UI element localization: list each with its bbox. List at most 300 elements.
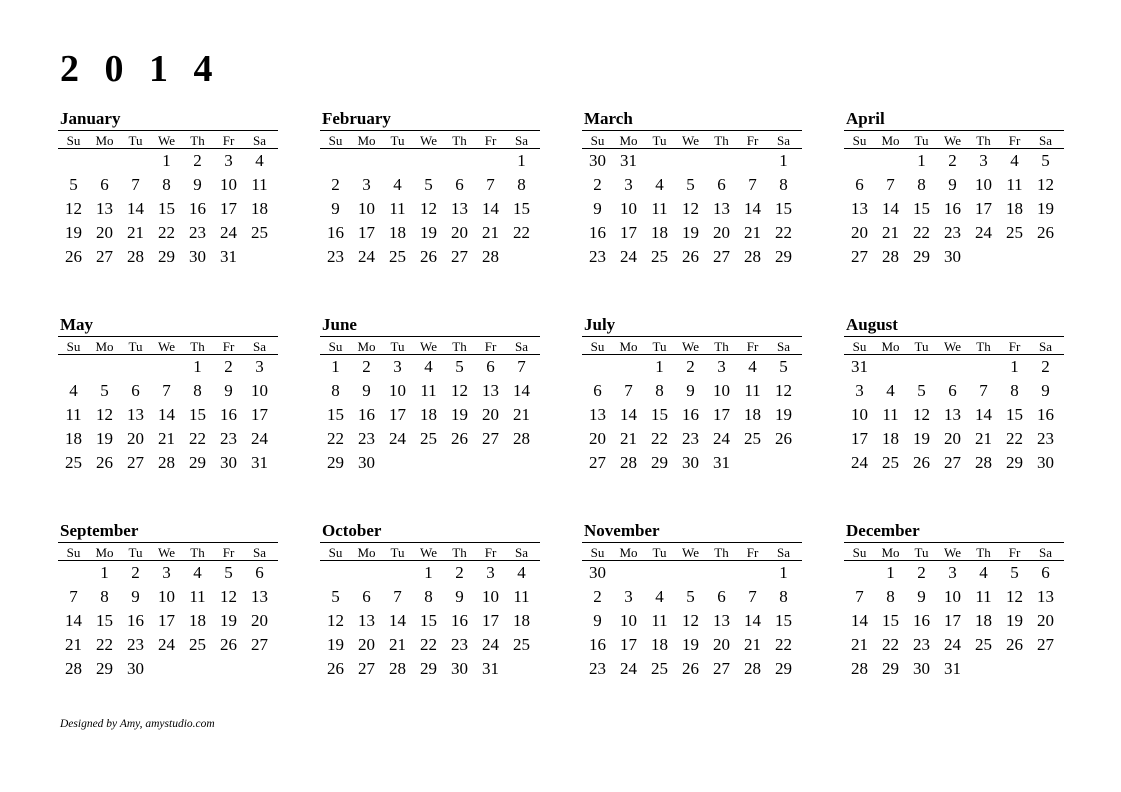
day-cell: 25 xyxy=(744,429,761,448)
month-october xyxy=(320,520,540,681)
day-cell: 21 xyxy=(65,635,82,654)
month-june xyxy=(320,314,540,475)
day-cell: 22 xyxy=(327,429,344,448)
day-cell: 28 xyxy=(513,429,530,448)
day-cell: 1 xyxy=(917,151,926,170)
month-december xyxy=(844,520,1064,681)
weekday-label: Sa xyxy=(253,545,266,560)
month-september xyxy=(58,520,278,681)
day-cell: 31 xyxy=(251,453,268,472)
day-cell: 19 xyxy=(96,429,113,448)
weekday-label: We xyxy=(158,133,175,148)
empty-day-cell xyxy=(320,149,351,173)
day-cell: 6 xyxy=(131,381,140,400)
day-cell: 7 xyxy=(979,381,988,400)
day-cell: 14 xyxy=(513,381,530,400)
day-cell: 19 xyxy=(220,611,237,630)
day-cell: 11 xyxy=(189,587,206,606)
day-cell: 9 xyxy=(593,611,602,630)
day-cell: 5 xyxy=(779,357,788,376)
month-november xyxy=(582,520,802,681)
day-cell: 5 xyxy=(455,357,464,376)
day-cell: 14 xyxy=(882,199,899,218)
weekday-label: Su xyxy=(328,339,343,354)
weekday-label: Th xyxy=(190,133,205,148)
day-cell: 16 xyxy=(589,635,606,654)
day-cell: 8 xyxy=(193,381,202,400)
day-cell: 7 xyxy=(486,175,495,194)
day-cell: 27 xyxy=(851,247,868,266)
day-cell: 22 xyxy=(1006,429,1023,448)
day-cell: 18 xyxy=(882,429,899,448)
day-cell: 25 xyxy=(420,429,437,448)
day-cell: 30 xyxy=(358,453,375,472)
day-cell: 19 xyxy=(682,635,699,654)
day-cell: 18 xyxy=(651,635,668,654)
day-cell: 15 xyxy=(913,199,930,218)
day-cell: 7 xyxy=(748,587,757,606)
weekday-label: Su xyxy=(590,545,605,560)
day-cell: 10 xyxy=(220,175,237,194)
day-cell: 14 xyxy=(620,405,637,424)
empty-day-cell xyxy=(475,149,506,173)
day-cell: 22 xyxy=(882,635,899,654)
day-cell: 28 xyxy=(744,659,761,678)
day-cell: 20 xyxy=(589,429,606,448)
day-cell: 2 xyxy=(593,587,602,606)
day-cell: 11 xyxy=(389,199,406,218)
day-cell: 23 xyxy=(220,429,237,448)
day-cell: 15 xyxy=(327,405,344,424)
day-cell: 3 xyxy=(162,563,171,582)
day-cell: 15 xyxy=(651,405,668,424)
day-cell: 16 xyxy=(451,611,468,630)
weekday-label: We xyxy=(944,133,961,148)
day-cell: 17 xyxy=(975,199,992,218)
empty-day-cell xyxy=(706,561,737,585)
day-cell: 29 xyxy=(158,247,175,266)
day-cell: 12 xyxy=(1006,587,1023,606)
day-cell: 4 xyxy=(886,381,895,400)
day-cell: 27 xyxy=(713,659,730,678)
year-title: 2 0 1 4 xyxy=(60,48,221,90)
weekday-header xyxy=(58,130,278,149)
day-cell: 15 xyxy=(513,199,530,218)
weekday-label: Sa xyxy=(777,133,790,148)
day-cell: 18 xyxy=(251,199,268,218)
day-cell: 24 xyxy=(851,453,868,472)
month-april xyxy=(844,108,1064,269)
day-cell: 9 xyxy=(593,199,602,218)
weekday-label: Sa xyxy=(777,339,790,354)
month-february xyxy=(320,108,540,269)
empty-day-cell xyxy=(675,561,706,585)
day-cell: 17 xyxy=(389,405,406,424)
day-cell: 12 xyxy=(451,381,468,400)
empty-day-cell xyxy=(968,355,999,379)
weekday-header xyxy=(844,542,1064,561)
day-cell: 1 xyxy=(331,357,340,376)
day-cell: 8 xyxy=(100,587,109,606)
empty-day-cell xyxy=(89,355,120,379)
day-cell: 23 xyxy=(913,635,930,654)
weekday-label: We xyxy=(944,545,961,560)
day-cell: 12 xyxy=(96,405,113,424)
day-cell: 15 xyxy=(882,611,899,630)
day-cell: 15 xyxy=(775,199,792,218)
day-cell: 13 xyxy=(1037,587,1054,606)
empty-day-cell xyxy=(444,149,475,173)
empty-day-cell xyxy=(675,149,706,173)
month-name: February xyxy=(322,109,391,128)
day-cell: 9 xyxy=(331,199,340,218)
day-cell: 7 xyxy=(855,587,864,606)
weekday-label: Fr xyxy=(222,133,235,148)
day-cell: 4 xyxy=(517,563,526,582)
day-cell: 7 xyxy=(162,381,171,400)
weekday-label: Su xyxy=(66,133,81,148)
day-cell: 25 xyxy=(189,635,206,654)
day-cell: 13 xyxy=(713,199,730,218)
day-grid xyxy=(844,561,1064,681)
day-cell: 15 xyxy=(420,611,437,630)
day-cell: 24 xyxy=(620,659,637,678)
day-cell: 5 xyxy=(69,175,78,194)
weekday-label: Tu xyxy=(128,545,143,560)
weekday-label: Su xyxy=(590,339,605,354)
day-cell: 26 xyxy=(327,659,344,678)
day-cell: 12 xyxy=(420,199,437,218)
day-cell: 11 xyxy=(65,405,82,424)
weekday-label: Mo xyxy=(619,133,638,148)
month-july xyxy=(582,314,802,475)
empty-day-cell xyxy=(351,149,382,173)
day-cell: 16 xyxy=(189,199,206,218)
day-cell: 1 xyxy=(162,151,171,170)
month-august xyxy=(844,314,1064,475)
day-cell: 7 xyxy=(131,175,140,194)
day-cell: 11 xyxy=(1006,175,1023,194)
empty-day-cell xyxy=(58,149,89,173)
weekday-label: Tu xyxy=(914,545,929,560)
day-cell: 2 xyxy=(593,175,602,194)
day-cell: 12 xyxy=(913,405,930,424)
day-cell: 28 xyxy=(851,659,868,678)
day-cell: 2 xyxy=(455,563,464,582)
day-cell: 26 xyxy=(1006,635,1023,654)
weekday-label: Mo xyxy=(619,339,638,354)
day-cell: 14 xyxy=(389,611,406,630)
weekday-label: Su xyxy=(852,133,867,148)
weekday-label: Mo xyxy=(881,545,900,560)
weekday-label: Mo xyxy=(357,339,376,354)
day-cell: 31 xyxy=(851,357,868,376)
day-cell: 29 xyxy=(651,453,668,472)
day-cell: 10 xyxy=(358,199,375,218)
weekday-label: Sa xyxy=(1039,133,1052,148)
day-cell: 30 xyxy=(451,659,468,678)
day-cell: 11 xyxy=(513,587,530,606)
weekday-label: Tu xyxy=(390,545,405,560)
empty-day-cell xyxy=(151,355,182,379)
day-cell: 29 xyxy=(420,659,437,678)
day-cell: 21 xyxy=(744,635,761,654)
weekday-label: We xyxy=(682,339,699,354)
day-cell: 19 xyxy=(420,223,437,242)
day-cell: 19 xyxy=(775,405,792,424)
day-cell: 25 xyxy=(65,453,82,472)
day-cell: 1 xyxy=(886,563,895,582)
day-cell: 28 xyxy=(882,247,899,266)
day-cell: 22 xyxy=(775,223,792,242)
day-cell: 14 xyxy=(851,611,868,630)
day-cell: 22 xyxy=(651,429,668,448)
weekday-label: Fr xyxy=(1008,133,1021,148)
empty-day-cell xyxy=(613,561,644,585)
weekday-header xyxy=(582,130,802,149)
day-cell: 17 xyxy=(158,611,175,630)
weekday-label: Sa xyxy=(253,339,266,354)
day-cell: 26 xyxy=(682,247,699,266)
month-name: July xyxy=(584,315,616,334)
day-grid xyxy=(58,561,278,681)
day-cell: 21 xyxy=(620,429,637,448)
weekday-label: Fr xyxy=(746,339,759,354)
weekday-label: Fr xyxy=(484,545,497,560)
day-cell: 30 xyxy=(589,563,606,582)
day-cell: 15 xyxy=(189,405,206,424)
day-cell: 17 xyxy=(620,635,637,654)
day-cell: 10 xyxy=(851,405,868,424)
weekday-label: We xyxy=(420,133,437,148)
day-cell: 28 xyxy=(389,659,406,678)
day-cell: 10 xyxy=(975,175,992,194)
day-cell: 18 xyxy=(1006,199,1023,218)
day-cell: 22 xyxy=(189,429,206,448)
day-cell: 24 xyxy=(944,635,961,654)
day-cell: 6 xyxy=(1041,563,1050,582)
day-cell: 17 xyxy=(944,611,961,630)
day-cell: 5 xyxy=(686,175,695,194)
day-cell: 1 xyxy=(779,151,788,170)
day-cell: 2 xyxy=(193,151,202,170)
weekday-label: Mo xyxy=(357,133,376,148)
empty-day-cell xyxy=(120,149,151,173)
day-cell: 31 xyxy=(620,151,637,170)
day-cell: 28 xyxy=(65,659,82,678)
day-cell: 9 xyxy=(131,587,140,606)
day-cell: 30 xyxy=(944,247,961,266)
day-cell: 27 xyxy=(96,247,113,266)
day-cell: 12 xyxy=(682,199,699,218)
month-name: March xyxy=(584,109,633,128)
weekday-label: Fr xyxy=(1008,545,1021,560)
empty-day-cell xyxy=(875,355,906,379)
day-cell: 30 xyxy=(220,453,237,472)
weekday-label: Su xyxy=(852,545,867,560)
weekday-header xyxy=(582,542,802,561)
day-cell: 3 xyxy=(624,587,633,606)
month-name: June xyxy=(322,315,357,334)
day-cell: 23 xyxy=(127,635,144,654)
empty-day-cell xyxy=(58,355,89,379)
day-cell: 6 xyxy=(255,563,264,582)
empty-day-cell xyxy=(906,355,937,379)
weekday-label: Th xyxy=(452,133,467,148)
day-cell: 26 xyxy=(451,429,468,448)
day-cell: 2 xyxy=(686,357,695,376)
weekday-label: We xyxy=(420,339,437,354)
day-cell: 18 xyxy=(65,429,82,448)
day-cell: 10 xyxy=(251,381,268,400)
weekday-label: Tu xyxy=(652,339,667,354)
day-cell: 16 xyxy=(682,405,699,424)
day-grid xyxy=(58,355,278,475)
empty-day-cell xyxy=(706,149,737,173)
day-cell: 2 xyxy=(917,563,926,582)
day-cell: 21 xyxy=(975,429,992,448)
day-cell: 24 xyxy=(620,247,637,266)
month-name: October xyxy=(322,521,382,540)
weekday-label: We xyxy=(420,545,437,560)
day-cell: 11 xyxy=(744,381,761,400)
day-cell: 16 xyxy=(589,223,606,242)
day-cell: 30 xyxy=(1037,453,1054,472)
day-cell: 17 xyxy=(482,611,499,630)
day-cell: 5 xyxy=(224,563,233,582)
day-cell: 26 xyxy=(220,635,237,654)
day-cell: 27 xyxy=(589,453,606,472)
weekday-label: Th xyxy=(976,545,991,560)
day-cell: 4 xyxy=(655,175,664,194)
day-cell: 12 xyxy=(1037,175,1054,194)
weekday-label: Fr xyxy=(1008,339,1021,354)
day-cell: 4 xyxy=(393,175,402,194)
empty-day-cell xyxy=(875,149,906,173)
weekday-label: Th xyxy=(714,545,729,560)
day-cell: 5 xyxy=(424,175,433,194)
designer-credit: Designed by Amy, amystudio.com xyxy=(60,718,215,730)
day-cell: 26 xyxy=(65,247,82,266)
month-name: April xyxy=(846,109,885,128)
day-cell: 17 xyxy=(851,429,868,448)
day-cell: 27 xyxy=(451,247,468,266)
day-cell: 26 xyxy=(1037,223,1054,242)
day-grid xyxy=(844,149,1064,269)
day-cell: 18 xyxy=(389,223,406,242)
day-cell: 11 xyxy=(651,199,668,218)
day-cell: 28 xyxy=(127,247,144,266)
day-cell: 8 xyxy=(779,175,788,194)
weekday-header xyxy=(58,336,278,355)
weekday-label: Th xyxy=(976,339,991,354)
day-cell: 29 xyxy=(96,659,113,678)
weekday-label: Mo xyxy=(881,133,900,148)
day-cell: 13 xyxy=(127,405,144,424)
weekday-label: Tu xyxy=(914,133,929,148)
day-cell: 8 xyxy=(779,587,788,606)
day-cell: 4 xyxy=(655,587,664,606)
day-cell: 23 xyxy=(358,429,375,448)
day-cell: 24 xyxy=(220,223,237,242)
day-cell: 11 xyxy=(882,405,899,424)
day-cell: 4 xyxy=(748,357,757,376)
empty-day-cell xyxy=(382,149,413,173)
day-cell: 13 xyxy=(713,611,730,630)
weekday-label: Tu xyxy=(128,133,143,148)
day-cell: 20 xyxy=(358,635,375,654)
empty-day-cell xyxy=(351,561,382,585)
day-cell: 7 xyxy=(69,587,78,606)
day-cell: 10 xyxy=(482,587,499,606)
day-cell: 18 xyxy=(651,223,668,242)
day-cell: 29 xyxy=(775,247,792,266)
day-cell: 25 xyxy=(651,247,668,266)
day-cell: 11 xyxy=(975,587,992,606)
day-cell: 9 xyxy=(1041,381,1050,400)
day-cell: 20 xyxy=(944,429,961,448)
day-cell: 2 xyxy=(131,563,140,582)
day-cell: 1 xyxy=(424,563,433,582)
day-cell: 30 xyxy=(127,659,144,678)
month-january xyxy=(58,108,278,269)
day-cell: 25 xyxy=(882,453,899,472)
day-cell: 28 xyxy=(158,453,175,472)
day-cell: 3 xyxy=(948,563,957,582)
weekday-label: Fr xyxy=(484,133,497,148)
day-cell: 26 xyxy=(682,659,699,678)
weekday-label: Mo xyxy=(95,339,114,354)
day-cell: 24 xyxy=(482,635,499,654)
day-cell: 25 xyxy=(975,635,992,654)
day-cell: 12 xyxy=(327,611,344,630)
day-cell: 22 xyxy=(913,223,930,242)
day-cell: 8 xyxy=(162,175,171,194)
day-cell: 25 xyxy=(389,247,406,266)
day-cell: 3 xyxy=(224,151,233,170)
day-cell: 24 xyxy=(251,429,268,448)
day-cell: 18 xyxy=(189,611,206,630)
day-cell: 16 xyxy=(913,611,930,630)
day-cell: 15 xyxy=(775,611,792,630)
empty-day-cell xyxy=(937,355,968,379)
day-cell: 21 xyxy=(744,223,761,242)
day-cell: 27 xyxy=(713,247,730,266)
day-cell: 17 xyxy=(251,405,268,424)
weekday-label: We xyxy=(158,339,175,354)
day-cell: 12 xyxy=(775,381,792,400)
day-cell: 20 xyxy=(127,429,144,448)
day-cell: 29 xyxy=(775,659,792,678)
day-cell: 7 xyxy=(748,175,757,194)
day-cell: 11 xyxy=(251,175,268,194)
weekday-label: Su xyxy=(66,545,81,560)
day-cell: 1 xyxy=(779,563,788,582)
empty-day-cell xyxy=(413,149,444,173)
day-cell: 11 xyxy=(651,611,668,630)
day-cell: 17 xyxy=(620,223,637,242)
day-cell: 6 xyxy=(948,381,957,400)
day-cell: 27 xyxy=(482,429,499,448)
weekday-label: Sa xyxy=(515,545,528,560)
weekday-label: Mo xyxy=(619,545,638,560)
weekday-header xyxy=(58,542,278,561)
weekday-label: Su xyxy=(852,339,867,354)
day-cell: 6 xyxy=(593,381,602,400)
day-cell: 18 xyxy=(744,405,761,424)
day-cell: 13 xyxy=(851,199,868,218)
empty-day-cell xyxy=(644,149,675,173)
